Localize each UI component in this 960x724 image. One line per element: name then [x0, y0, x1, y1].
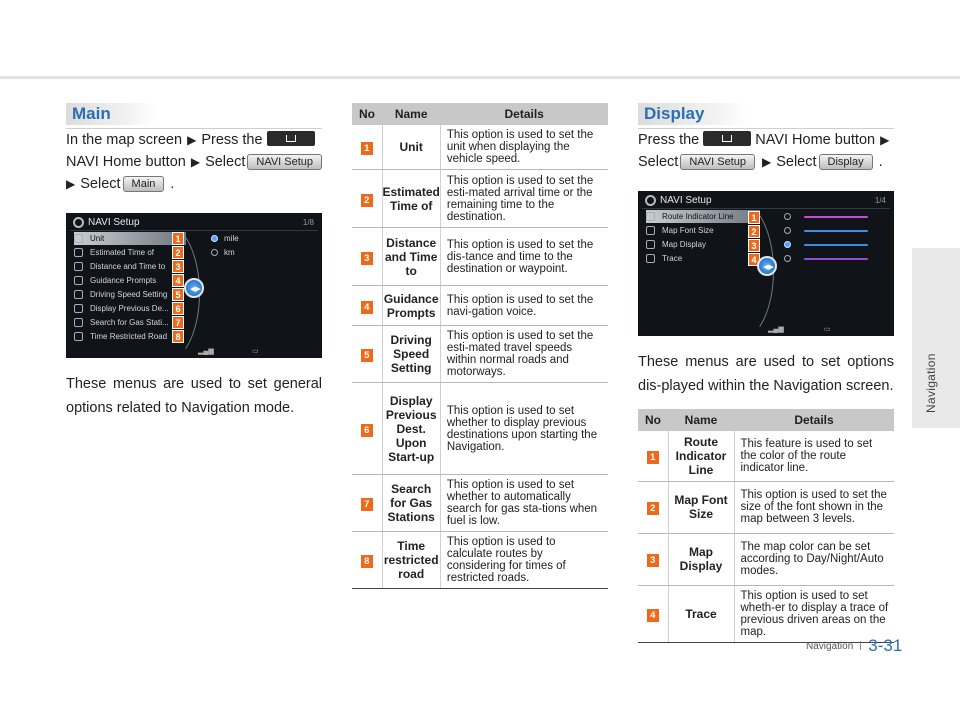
instr-text: Select	[638, 154, 679, 170]
row-number-badge: 8	[361, 555, 373, 568]
callout-badge: 3	[172, 260, 184, 273]
col-header-details: Details	[734, 409, 894, 431]
table-header-row	[638, 409, 894, 431]
option-details-cell: This option is used to set the size of the font shown in the map between 3 levels.	[734, 481, 894, 533]
display-instructions	[638, 129, 898, 173]
option-details-cell: This option is used to set the unit when displaying the vehicle speed.	[440, 125, 608, 170]
option-details-cell: This option is used to calculate routes by considering for times of restricted roads.	[440, 532, 608, 589]
footer-divider	[860, 641, 861, 650]
screen-option	[784, 254, 797, 263]
option-name-cell: Display Previous Dest. Upon Start-up	[382, 383, 440, 475]
footer-section: Navigation	[806, 641, 854, 652]
screen-option	[784, 226, 797, 235]
screen-option-label: km	[224, 248, 235, 257]
main-section-heading	[66, 103, 322, 125]
table-row	[352, 532, 608, 589]
option-details-cell: This option is used to set the esti-mated travel speeds within normal roads and motorways.	[440, 326, 608, 383]
option-details-cell: This option is used to set whether to automatically search for gas sta-tions when fuel is low.	[440, 475, 608, 532]
screen-menu-label: Trace	[662, 254, 683, 263]
screen-page-indicator: 1/8	[302, 218, 314, 227]
row-number-badge: 3	[361, 252, 373, 265]
callout-badge: 4	[748, 253, 760, 266]
arrow-right-icon: ▶	[187, 133, 197, 147]
navi-hard-key-icon	[703, 131, 751, 146]
option-name-cell: Map Display	[668, 533, 734, 585]
table-row	[638, 585, 894, 642]
row-number-badge: 3	[647, 554, 659, 567]
radio-off-icon	[784, 255, 791, 262]
callout-badge: 3	[748, 239, 760, 252]
checkbox-icon	[74, 318, 83, 327]
clock-icon	[74, 248, 83, 257]
option-name-cell: Map Font Size	[668, 481, 734, 533]
screen-menu-label: Map Font Size	[662, 226, 714, 235]
arrow-right-icon: ▶	[66, 177, 76, 191]
option-name-cell: Driving Speed Setting	[382, 326, 440, 383]
table-row	[352, 383, 608, 475]
screen-icon: ▭	[252, 348, 259, 355]
table-row	[352, 475, 608, 532]
instr-text: Select	[776, 154, 817, 170]
row-number-badge: 5	[361, 349, 373, 362]
main-instr-line-2	[66, 151, 326, 173]
table-row	[352, 170, 608, 228]
navi-hard-key-icon	[267, 131, 315, 146]
col-header-name: Name	[382, 103, 440, 125]
navi-setup-softkey: NAVI Setup	[680, 154, 755, 170]
callout-badge: 2	[172, 246, 184, 259]
option-details-cell: This option is used to set the navi-gation voice.	[440, 286, 608, 326]
signal-icon: ▂▄▆	[768, 326, 784, 333]
screen-menu-label: Time Restricted Road	[90, 332, 168, 341]
screen-option	[211, 234, 239, 243]
signal-icon: ▂▄▆	[198, 348, 214, 355]
row-number-badge: 6	[361, 424, 373, 437]
col-header-no: No	[352, 103, 382, 125]
main-softkey: Main	[123, 176, 165, 192]
option-name-cell: Search for Gas Stations	[382, 475, 440, 532]
checkbox-icon	[74, 304, 83, 313]
arrow-right-icon: ▶	[190, 155, 201, 169]
option-details-cell: The map color can be set according to Day/Night/Auto modes.	[734, 533, 894, 585]
option-details-cell: This feature is used to set the color of the route indicator line.	[734, 431, 894, 481]
callout-badge: 7	[172, 316, 184, 329]
display-instr-line-1	[638, 129, 898, 151]
navi-setup-softkey: NAVI Setup	[247, 154, 322, 170]
table-body	[352, 125, 608, 589]
radio-off-icon	[211, 249, 218, 256]
option-details-cell: This option is used to set wheth-er to display a trace of previous driven areas on the map.	[734, 585, 894, 642]
gear-icon	[645, 195, 656, 206]
col-header-details: Details	[440, 103, 608, 125]
option-details-cell: This option is used to set the dis-tance and time to the destination or waypoint.	[440, 228, 608, 286]
instr-text: NAVI Home button	[755, 132, 876, 148]
screen-divider	[642, 208, 890, 209]
main-section-title: Main	[72, 104, 111, 123]
display-setup-screen	[638, 191, 894, 336]
map-icon	[646, 240, 655, 249]
option-name-cell: Guidance Prompts	[382, 286, 440, 326]
route-color-line	[804, 258, 868, 260]
checkbox-icon	[74, 332, 83, 341]
screen-menu-label: Map Display	[662, 240, 707, 249]
display-instr-line-2: Select NAVI Setup ▶ Select Display .	[638, 151, 898, 173]
screen-title: NAVI Setup	[660, 195, 712, 206]
callout-badge: 2	[748, 225, 760, 238]
row-number-badge: 1	[361, 142, 373, 155]
table-row	[638, 431, 894, 481]
screen-option	[784, 212, 797, 221]
screen-menu-label: Driving Speed Setting	[90, 290, 168, 299]
row-number-cell	[638, 533, 668, 585]
screen-menu-label: Route Indicator Line	[662, 212, 734, 221]
row-number-cell	[352, 475, 382, 532]
instr-text: Press the	[638, 132, 700, 148]
screen-icon: ▭	[824, 326, 831, 333]
header-rule	[0, 76, 960, 79]
screen-menu-label: Guidance Prompts	[90, 276, 157, 285]
option-name-cell: Estimated Time of	[382, 170, 440, 228]
route-color-line	[804, 230, 868, 232]
screen-option-label: mile	[224, 234, 239, 243]
display-section-heading	[638, 103, 894, 125]
screen-option	[211, 248, 235, 257]
row-number-badge: 2	[361, 194, 373, 207]
row-number-badge: 2	[647, 502, 659, 515]
display-section-title: Display	[644, 104, 705, 123]
radio-on-icon	[211, 235, 218, 242]
option-name-cell: Distance and Time to	[382, 228, 440, 286]
chapter-tab-label: Navigation	[924, 353, 938, 413]
callout-badge: 1	[748, 211, 760, 224]
table-row	[638, 481, 894, 533]
callout-badge: 6	[172, 302, 184, 315]
row-number-badge: 4	[361, 301, 373, 314]
route-color-line	[804, 244, 868, 246]
row-number-cell	[352, 326, 382, 383]
row-number-badge: 4	[647, 609, 659, 622]
radio-off-icon	[784, 213, 791, 220]
page-footer	[806, 636, 902, 656]
row-number-cell	[638, 585, 668, 642]
font-size-icon	[646, 226, 655, 235]
voice-icon	[74, 276, 83, 285]
table-row	[352, 326, 608, 383]
option-details-cell: This option is used to set the esti-mated arrival time or the remaining time to the destination.	[440, 170, 608, 228]
dial-knob-icon: ◀▶	[184, 278, 204, 298]
main-options-table	[352, 103, 608, 589]
col-header-no: No	[638, 409, 668, 431]
screen-page-indicator: 1/4	[874, 196, 886, 205]
display-description: These menus are used to set options dis-played within the Navigation screen.	[638, 354, 894, 394]
callout-badge: 1	[172, 232, 184, 245]
table-body	[638, 431, 894, 642]
trace-icon	[646, 254, 655, 263]
car-icon	[74, 290, 83, 299]
row-number-cell	[638, 431, 668, 481]
screen-menu-label: Search for Gas Stati...	[90, 318, 169, 327]
instr-text: NAVI Home button	[66, 154, 186, 170]
row-number-cell	[352, 383, 382, 475]
option-name-cell: Unit	[382, 125, 440, 170]
main-description: These menus are used to set general options related to Navigation mode.	[66, 376, 322, 416]
option-name-cell: Route Indicator Line	[668, 431, 734, 481]
row-number-cell	[352, 228, 382, 286]
display-softkey: Display	[819, 154, 873, 170]
page-number: 3-31	[868, 636, 903, 655]
display-options-table	[638, 409, 894, 643]
gear-icon	[73, 217, 84, 228]
distance-icon	[74, 262, 83, 271]
row-number-badge: 1	[647, 451, 659, 464]
screen-option	[784, 240, 797, 249]
main-instr-line-3: ▶ Select Main .	[66, 173, 326, 195]
main-instr-line-1	[66, 129, 326, 151]
table-row	[638, 533, 894, 585]
instr-text: In the map screen	[66, 132, 183, 148]
arrow-right-icon: ▶	[761, 155, 772, 169]
dial-knob-icon: ◀▶	[757, 256, 777, 276]
route-line-icon	[646, 212, 655, 221]
screen-menu-label: Display Previous De...	[90, 304, 169, 313]
screen-title: NAVI Setup	[88, 217, 140, 228]
radio-on-icon	[784, 241, 791, 248]
main-instructions	[66, 129, 326, 195]
screen-menu-label: Unit	[90, 234, 105, 243]
col-header-name: Name	[668, 409, 734, 431]
option-name-cell: Time restricted road	[382, 532, 440, 589]
table-header-row	[352, 103, 608, 125]
instr-text: Select	[205, 154, 246, 170]
option-details-cell: This option is used to set whether to display previous destinations upon starting the Navigation.	[440, 383, 608, 475]
instr-text: Press the	[201, 132, 263, 148]
screen-divider	[70, 230, 318, 231]
callout-badge: 4	[172, 274, 184, 287]
screen-menu-label: Distance and Time to	[90, 262, 166, 271]
chapter-tab	[912, 248, 960, 428]
screen-menu-label: Estimated Time of	[90, 248, 155, 257]
main-setup-screen	[66, 213, 322, 358]
instr-text: Select	[80, 176, 121, 192]
row-number-cell	[352, 532, 382, 589]
row-number-cell	[352, 170, 382, 228]
table-row	[352, 286, 608, 326]
radio-off-icon	[784, 227, 791, 234]
row-number-cell	[638, 481, 668, 533]
row-number-cell	[352, 125, 382, 170]
route-color-line	[804, 216, 868, 218]
unit-icon	[74, 234, 83, 243]
arrow-right-icon: ▶	[880, 133, 890, 147]
row-number-badge: 7	[361, 498, 373, 511]
callout-badge: 5	[172, 288, 184, 301]
table-row	[352, 228, 608, 286]
table-row	[352, 125, 608, 170]
callout-badge: 8	[172, 330, 184, 343]
option-name-cell: Trace	[668, 585, 734, 642]
row-number-cell	[352, 286, 382, 326]
